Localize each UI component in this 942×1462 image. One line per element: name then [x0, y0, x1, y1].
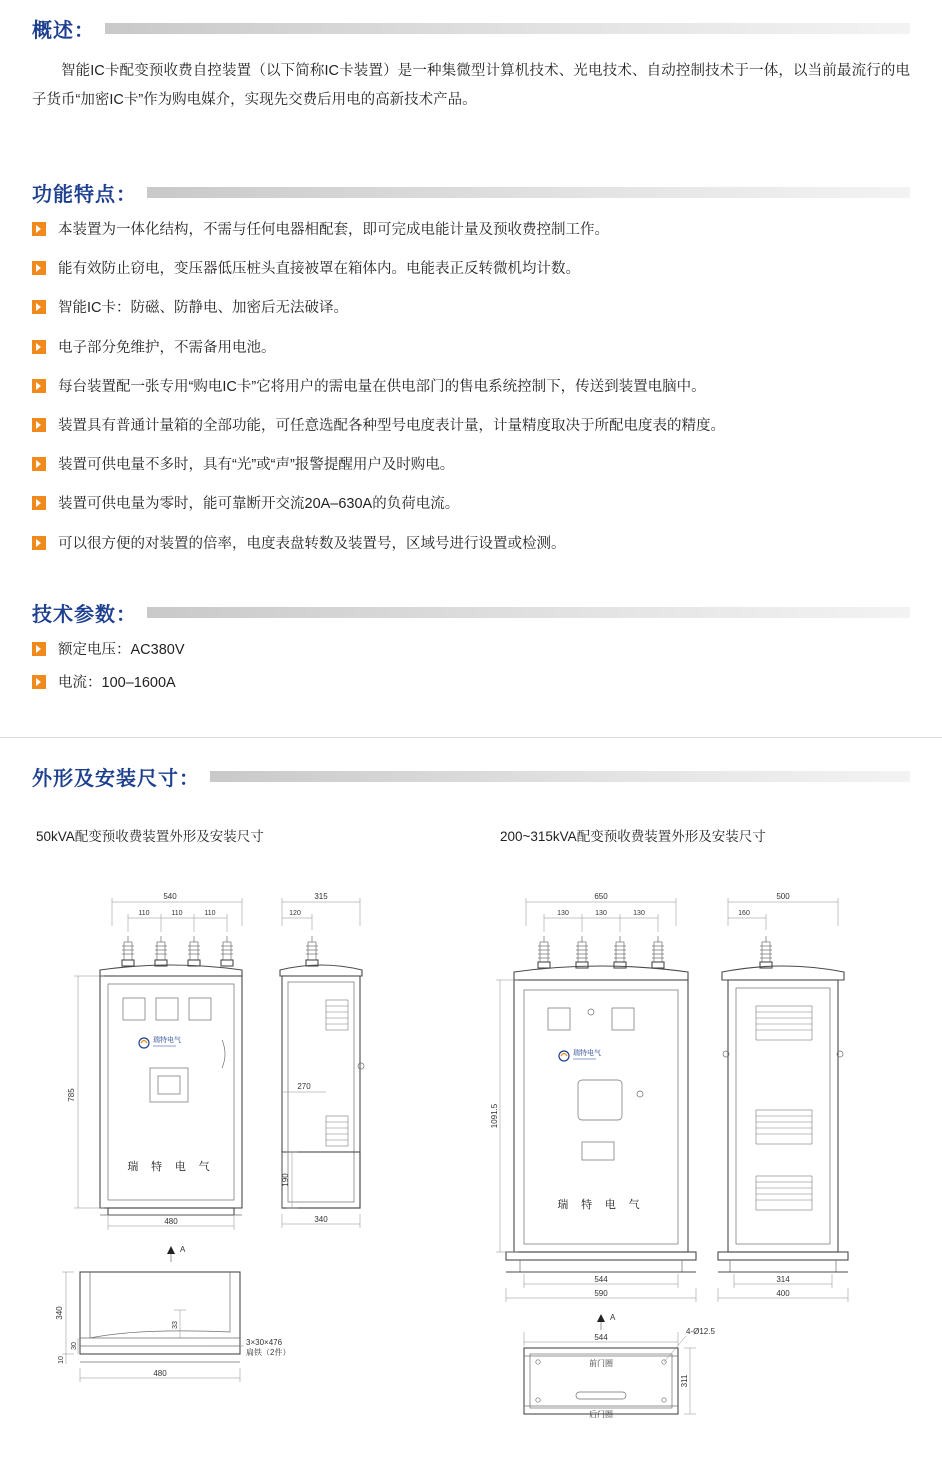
bullet-arrow-icon: [32, 379, 46, 393]
brand-text: 瑞 特 电 气: [127, 1161, 215, 1173]
plan-front-label: 前门圈: [589, 1359, 613, 1368]
list-item: [32, 219, 910, 242]
dim-plan-width: 480: [153, 1369, 167, 1378]
bullet-arrow-icon: [32, 418, 46, 432]
bullet-arrow-icon: [32, 222, 46, 236]
list-item: [32, 258, 910, 281]
list-item: [32, 454, 910, 477]
dim-spacing-1: 130: [557, 910, 569, 917]
list-item: [32, 297, 910, 320]
dim-side-top: 120: [289, 910, 301, 917]
note-line-1: 3×30×476: [246, 1338, 283, 1347]
heading-rule: [105, 23, 910, 34]
dim-spacing-2: 130: [595, 910, 607, 917]
overview-title: 概述：: [32, 20, 95, 42]
plan-hole-note: 4-Ø12.5: [686, 1327, 715, 1336]
dim-side-base-outer: 400: [776, 1289, 790, 1298]
dim-front-width: 650: [594, 892, 608, 901]
overview-section: [32, 14, 910, 115]
note-line-2: 扁铁（2件）: [246, 1348, 291, 1357]
cabinet-logo: [139, 1035, 181, 1048]
dim-side-base-inner: 314: [776, 1275, 790, 1284]
bullet-arrow-icon: [32, 457, 46, 471]
bullet-arrow-icon: [32, 300, 46, 314]
list-item-text: 每台装置配一张专用“购电IC卡”它将用户的需电量在供电部门的售电系统控制下，传送到装置电脑中。: [58, 378, 706, 395]
list-item-text: 装置可供电量为零时，能可靠断开交流20A–630A的负荷电流。: [58, 496, 460, 513]
dim-plan-width: 544: [594, 1333, 608, 1342]
bullet-arrow-icon: [32, 675, 46, 689]
overview-paragraph: 智能IC卡配变预收费自控装置（以下简称IC卡装置）是一种集微型计算机技术、光电技术、自动控制技术于一体，以当前最流行的电子货币“加密IC卡”作为购电媒介，实现先交费后用电的高新技术产品。: [32, 63, 910, 108]
list-item: [32, 533, 910, 556]
list-item: [32, 376, 910, 399]
heading-rule: [210, 771, 910, 782]
dim-base-width: 480: [164, 1217, 178, 1226]
logo-text: 瑞特电气: [573, 1050, 601, 1057]
bullet-arrow-icon: [32, 642, 46, 656]
dim-base-inner: 544: [594, 1275, 608, 1284]
list-item: [32, 415, 910, 438]
logo-text: 瑞特电气: [153, 1037, 181, 1044]
dimensions-section: [32, 762, 910, 791]
section-arrow-label: A: [610, 1313, 616, 1322]
section-divider: [0, 737, 942, 738]
dim-side-width: 315: [314, 892, 328, 901]
cabinet-logo: [559, 1048, 601, 1061]
specs-heading: [32, 598, 910, 627]
list-item: [32, 672, 910, 695]
dim-side-width: 500: [776, 892, 790, 901]
list-item-text: 电子部分免维护，不需备用电池。: [58, 339, 276, 356]
right-drawing: [490, 880, 920, 1420]
dim-side-top: 160: [738, 910, 750, 917]
dim-base-outer: 590: [594, 1289, 608, 1298]
dim-spacing-3: 110: [204, 910, 216, 917]
plan-rear-label: 后门圈: [589, 1410, 613, 1419]
list-item-text: 电流：100–1600A: [58, 675, 176, 692]
dim-plan-depth: 340: [55, 1306, 64, 1320]
dim-spacing-3: 130: [633, 910, 645, 917]
right-drawing-caption: 200~315kVA配变预收费装置外形及安装尺寸: [500, 829, 766, 844]
overview-heading: [32, 14, 910, 43]
dimensions-title: 外形及安装尺寸：: [32, 768, 200, 790]
dim-front-height: 785: [67, 1088, 76, 1102]
list-item: [32, 493, 910, 516]
list-item: [32, 639, 910, 662]
list-item-text: 装置具有普通计量箱的全部功能，可任意选配各种型号电度表计量，计量精度取决于所配电度表的精度。: [58, 417, 725, 434]
list-item-text: 额定电压：AC380V: [58, 642, 185, 658]
dim-side-depth: 270: [297, 1082, 311, 1091]
specs-title: 技术参数：: [32, 604, 137, 626]
left-drawing: [30, 880, 450, 1420]
list-item-text: 装置可供电量不多时，具有“光”或“声”报警提醒用户及时购电。: [58, 457, 455, 474]
dim-spacing-1: 110: [138, 910, 150, 917]
features-title: 功能特点：: [32, 184, 137, 206]
list-item-text: 智能IC卡：防磁、防静电、加密后无法破译。: [58, 300, 348, 317]
list-item: [32, 337, 910, 360]
dim-side-base-w: 340: [314, 1215, 328, 1224]
dim-plan-small: 30: [71, 1342, 78, 1350]
bullet-arrow-icon: [32, 536, 46, 550]
bullet-arrow-icon: [32, 340, 46, 354]
brand-text: 瑞 特 电 气: [557, 1199, 645, 1211]
list-item-text: 可以很方便的对装置的倍率，电度表盘转数及装置号，区域号进行设置或检测。: [58, 535, 566, 552]
dimensions-heading: [32, 762, 910, 791]
bushing-group: [122, 936, 233, 966]
features-section: [32, 178, 910, 572]
features-heading: [32, 178, 910, 207]
dim-spacing-2: 110: [171, 910, 183, 917]
specs-list: [32, 639, 910, 695]
dim-side-base-h: 190: [281, 1173, 290, 1187]
dim-plan-inner: 33: [172, 1321, 179, 1329]
bushing-group: [538, 936, 664, 968]
right-drawing-svg: [490, 880, 920, 1420]
heading-rule: [147, 187, 910, 198]
bullet-arrow-icon: [32, 496, 46, 510]
left-drawing-caption: 50kVA配变预收费装置外形及安装尺寸: [36, 829, 264, 844]
dim-plan-height: 311: [680, 1374, 689, 1388]
dim-front-width: 540: [163, 892, 177, 901]
dim-front-height: 1091.5: [490, 1103, 499, 1129]
bullet-arrow-icon: [32, 261, 46, 275]
heading-rule: [147, 607, 910, 618]
dim-plan-bottom-small: 10: [58, 1356, 65, 1364]
list-item-text: 本装置为一体化结构，不需与任何电器相配套，即可完成电能计量及预收费控制工作。: [58, 222, 609, 238]
left-drawing-svg: [30, 880, 450, 1420]
list-item-text: 能有效防止窃电，变压器低压桩头直接被罩在箱体内。电能表正反转微机均计数。: [58, 261, 580, 278]
section-arrow-label: A: [180, 1245, 186, 1254]
specs-section: [32, 598, 910, 705]
features-list: [32, 219, 910, 556]
